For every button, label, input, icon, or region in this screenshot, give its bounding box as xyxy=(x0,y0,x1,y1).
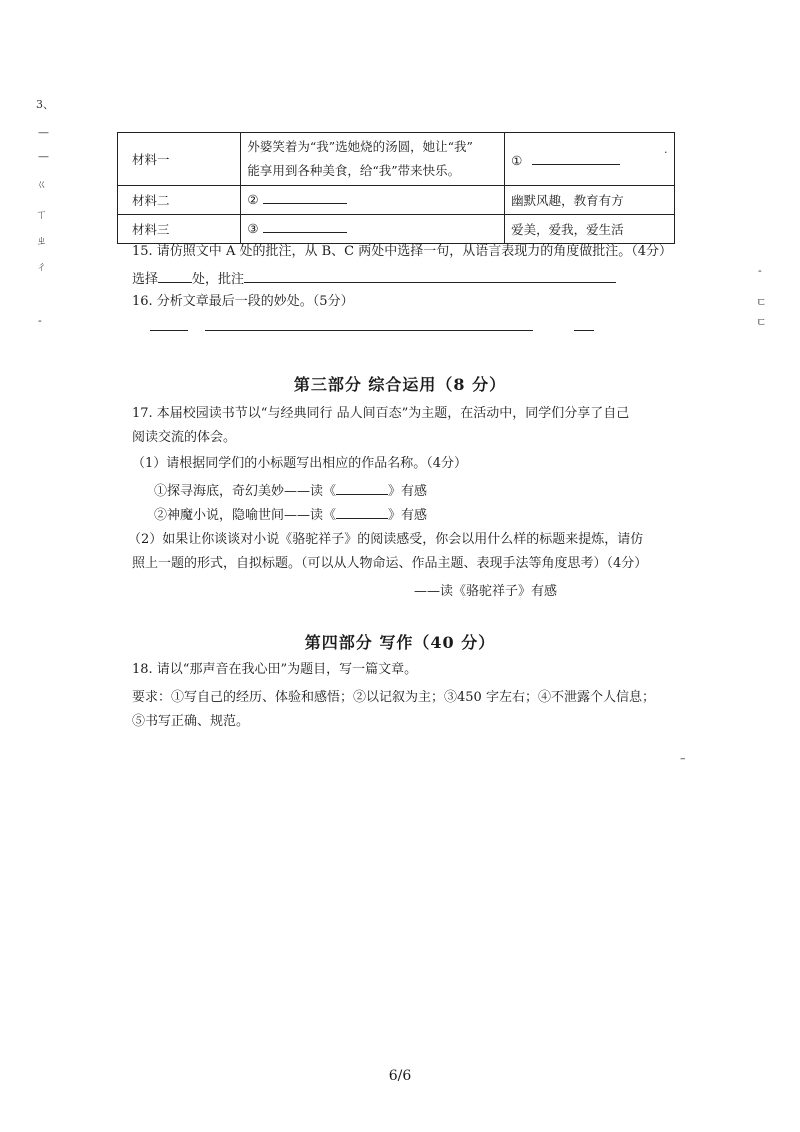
margin-mark: — xyxy=(38,150,49,163)
page-number: 6/6 xyxy=(388,1068,412,1084)
section-title-part3: 第三部分 综合运用（8 分） xyxy=(293,375,507,394)
sub-question-2: （2）如果让你谈谈对小说《骆驼祥子》的阅读感受，你会以用什么样的标题来提炼，请仿 xyxy=(128,532,644,547)
scan-mark: - xyxy=(758,264,762,277)
annotation-blank[interactable] xyxy=(244,268,616,283)
table-cell-label: 材料二 xyxy=(118,186,241,215)
title-blank[interactable] xyxy=(336,480,388,495)
scan-mark: – xyxy=(680,752,686,765)
answer-line[interactable] xyxy=(205,330,533,331)
answer-line[interactable] xyxy=(574,330,594,331)
answer-blank[interactable] xyxy=(263,189,347,204)
sub-question-2-answer: ——读《骆驼祥子》有感 xyxy=(370,580,557,602)
answer-blank[interactable] xyxy=(532,150,620,165)
margin-mark: — xyxy=(38,126,49,139)
item-2: ②神魔小说，隐喻世间——读《 》有感 xyxy=(154,504,427,526)
title-blank[interactable] xyxy=(370,580,414,595)
sub-question-2-cont: 照上一题的形式，自拟标题。（可以从人物命运、作品主题、表现手法等角度思考）（4分） xyxy=(132,556,648,571)
table-row xyxy=(118,186,675,215)
margin-mark: ㄔ xyxy=(36,260,47,273)
table-cell-content: ③ xyxy=(241,215,505,244)
margin-mark: - xyxy=(38,314,42,327)
scan-mark: ㄷ xyxy=(756,316,767,329)
margin-mark: ㄓ xyxy=(36,234,47,247)
question-16: 16. 分析文章最后一段的妙处。（5分） xyxy=(132,294,354,309)
section-title-part4: 第四部分 写作（40 分） xyxy=(304,633,496,652)
margin-mark: ㄍ xyxy=(36,178,47,191)
table-cell-trait: 爱美，爱我，爱生活 xyxy=(505,215,675,244)
question-15-answer: 选择 处，批注 xyxy=(132,268,616,290)
table-cell-trait: 幽默风趣，教育有方 xyxy=(505,186,675,215)
requirements-cont: ⑤书写正确、规范。 xyxy=(132,714,250,729)
table-cell-content: 外婆笑着为“我”选她烧的汤圆，她让“我” 能享用到各种美食，给“我”带来快乐。 xyxy=(241,133,505,186)
table-row xyxy=(118,133,675,186)
table-cell-content: ② xyxy=(241,186,505,215)
scan-mark: ㄷ xyxy=(756,296,767,309)
table-row xyxy=(118,215,675,244)
table-cell-answer: ① xyxy=(505,133,675,186)
table-cell-label: 材料三 xyxy=(118,215,241,244)
answer-line[interactable] xyxy=(150,330,188,331)
margin-mark: ㄒ xyxy=(36,208,47,221)
requirements: 要求：①写自己的经历、体验和感悟；②以记叙为主；③450 字左右；④不泄露个人信息； xyxy=(132,690,655,705)
answer-blank[interactable] xyxy=(263,218,347,233)
choice-blank[interactable] xyxy=(158,268,192,283)
question-17: 17. 本届校园读书节以“与经典同行 品人间百态”为主题，在活动中，同学们分享了自己 xyxy=(132,406,630,421)
material-table xyxy=(117,132,675,244)
margin-mark: 3、 xyxy=(36,98,54,111)
item-1: ①探寻海底，奇幻美妙——读《 》有感 xyxy=(154,480,427,502)
sub-question-1: （1）请根据同学们的小标题写出相应的作品名称。（4分） xyxy=(132,456,468,471)
table-cell-label: 材料一 xyxy=(118,133,241,186)
question-17-cont: 阅读交流的体会。 xyxy=(132,430,237,445)
question-18: 18. 请以“那声音在我心田”为题目，写一篇文章。 xyxy=(132,662,418,677)
question-15: 15. 请仿照文中 A 处的批注，从 B、C 两处中选择一句，从语言表现力的角度做批注。（4分） xyxy=(132,244,672,259)
title-blank[interactable] xyxy=(336,504,388,519)
scan-mark: · xyxy=(664,146,668,159)
